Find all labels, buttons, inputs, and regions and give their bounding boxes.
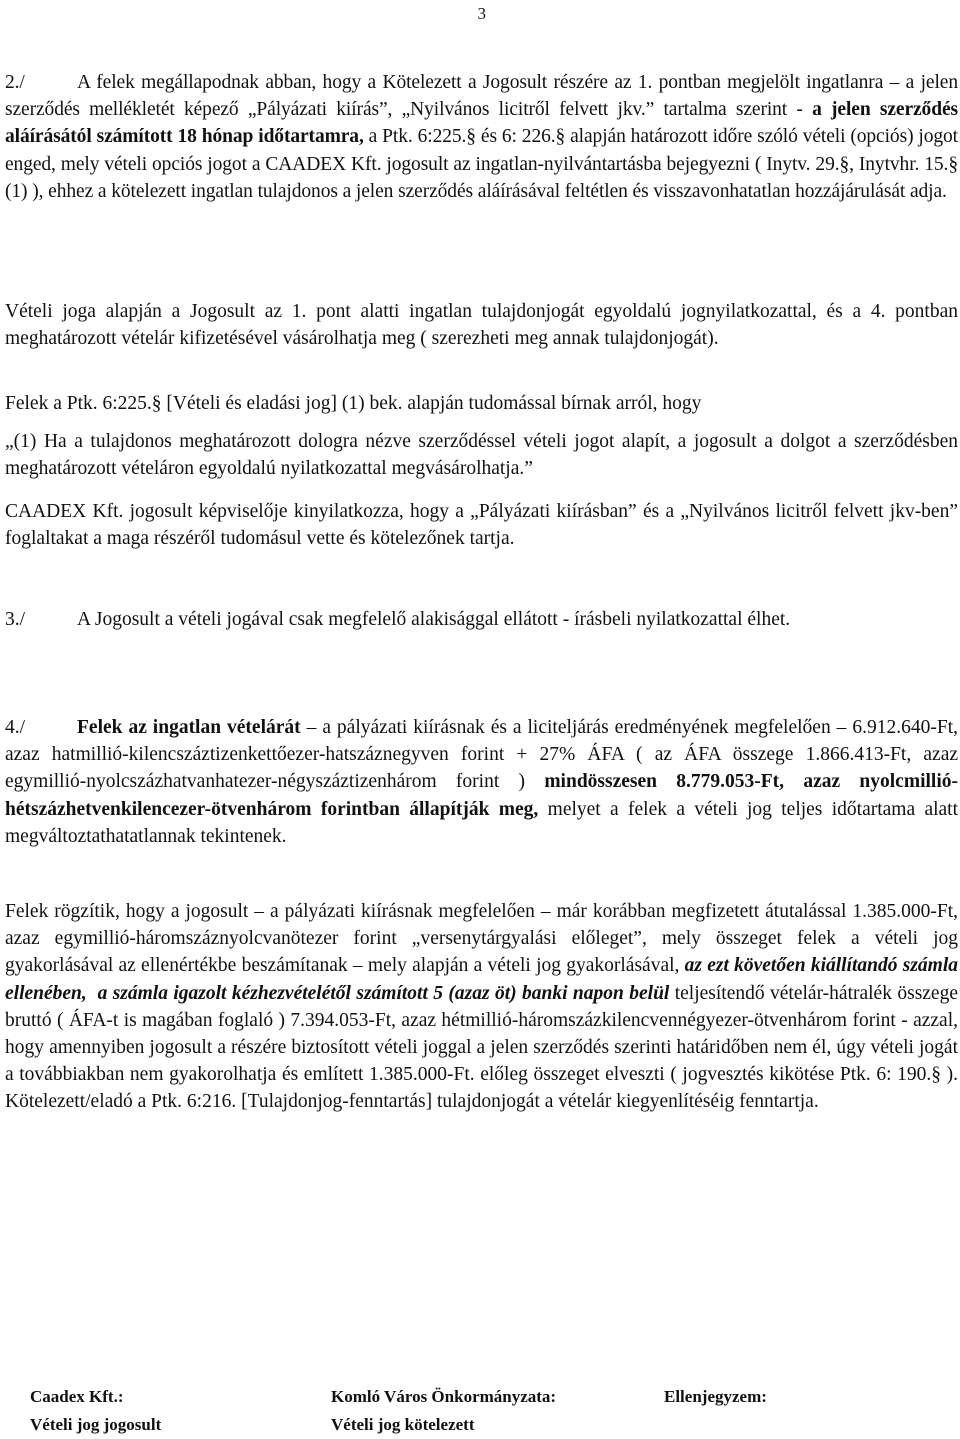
section4-emphasis-2c: a számla igazolt kézhezvételétől számított 5 (azaz öt) banki napon belül [97, 982, 670, 1004]
section2-paragraph5: CAADEX Kft. jogosult képviselője kinyilatkozza, hogy a „Pályázati kiírásban” és a „Nyilvános licitről felvett jkv-ben” foglaltakat a maga részéről tudomásul vette és kötelezőnek tartja. [5, 501, 958, 550]
section2-paragraph2: Vételi joga alapján a Jogosult az 1. pont alatti ingatlan tulajdonjogát egyoldalú jognyilatkozattal, és a 4. pontban meghatározott vételár kifizetésével vásárolhatja meg ( szerezheti meg annak tulajdonjogát). [5, 301, 958, 350]
page-number: 3 [477, 4, 486, 23]
section4-text-2a: Felek rögzítik, hogy a jogosult – a pályázati kiírásnak megfelelően – már korábban megfizetett átutalással 1.385.000-Ft, azaz egymillió-háromszáznyolcvanötezer forint „versenytárgyalási előleget”, mely összeget felek a vételi jog gyakorlásával az ellenértékbe beszámítanak – mely alapján a vételi jog gyakorlásával, [5, 901, 958, 977]
section2-emphasis: a jelen szerződés aláírásától számított 18 hónap időtartamra, [5, 99, 958, 148]
section4-emphasis-2b: az ezt követően kiállítandó számla ellenében, [5, 955, 958, 1004]
section2-text-c: a Ptk. 6:225.§ és 6: 226.§ alapján határozott időre szóló vételi (opciós) jogot enged, mely vételi opciós jogot a CAADEX Kft. jogosult az ingatlan-nyilvántartásba bejegyezni ( Inytv. 29.§, Inytvhr. 15.§ (1) ), ehhez a kötelezett ingatlan tulajdonos a jelen szerződés aláírásával feltétlen és visszavonhatatlan hozzájárulását adja. [5, 126, 958, 202]
countersign-label: Ellenjegyzem: [664, 1387, 767, 1406]
section-number: 2./ [5, 72, 25, 93]
section2-paragraph1 [5, 69, 958, 205]
section4-paragraph2 [5, 898, 958, 1116]
signature-role: Vételi jog jogosult [30, 1415, 162, 1434]
section2-text-a: A felek megállapodnak abban, hogy a Kötelezett a Jogosult részére az 1. pontban megjelölt ingatlanra – a jelen szerződés mellékletét képező „Pályázati kiírás”, „Nyilvános licitről felvett jkv.” tartalma szerint - [5, 72, 958, 121]
signature-column-ellenjegyzes [664, 1383, 767, 1411]
section-number: 4./ [5, 717, 26, 738]
section3-text: A Jogosult a vételi jogával csak megfelelő alakisággal ellátott - írásbeli nyilatkozattal élhet. [77, 609, 791, 630]
section4-text-2d: teljesítendő vételár-hátralék összege bruttó ( ÁFA-t is magában foglaló ) 7.394.053-Ft, azaz hétmillió-háromszázkilencvennégyezer-ötvenhárom forint - azzal, hogy amennyiben jogosult a részére biztosított vételi joggal a jelen szerződés szerinti határidőben nem él, úgy vételi jogát a továbbiakban nem gyakorolhatja és említett 1.385.000-Ft. előleg összeget elveszti ( jogvesztés kikötése Ptk. 6: 190.§ ). Kötelezett/eladó a Ptk. 6:216. [Tulajdonjog-fenntartás] tulajdonjogát a vételár kiegyenlítéséig fenntartja. [5, 982, 958, 1113]
section-number: 3./ [5, 609, 26, 630]
signature-role: Vételi jog kötelezett [331, 1415, 475, 1434]
section4-emphasis-c: mindösszesen 8.779.053-Ft, azaz nyolcmillió-hétszázhetvenkilencezer-ötvenhárom forintban állapítják meg, [5, 771, 958, 820]
signature-column-jogosult [30, 1383, 161, 1439]
section2-quote: „(1) Ha a tulajdonos meghatározott dologra nézve szerződéssel vételi jogot alapít, a jogosult a dolgot a szerződésben meghatározott vételáron egyoldalú nyilatkozattal megvásárolhatja.” [5, 431, 958, 480]
signature-party: Caadex Kft.: [30, 1387, 124, 1406]
signature-party: Komló Város Önkormányzata: [331, 1387, 557, 1406]
section3-paragraph [5, 606, 958, 633]
section4-emphasis-a: Felek az ingatlan vételárát [77, 717, 301, 738]
section4-text-d: melyet a felek a vételi jog teljes időtartama alatt megváltoztathatatlannak tekintenek. [5, 798, 959, 847]
section2-paragraph3: Felek a Ptk. 6:225.§ [Vételi és eladási jog] (1) bek. alapján tudomással bírnak arról, hogy [5, 393, 702, 414]
signature-column-kotelezett [331, 1383, 556, 1439]
section4-text-b: – a pályázati kiírásnak és a liciteljárás eredményének megfelelően – 6.912.640-Ft, azaz hatmillió-kilencszáztizenkettőezer-hatszáznegyven forint + 27% ÁFA ( az ÁFA összege 1.866.413-Ft, azaz egymillió-nyolcszázhatvanhatezer-négyszáztizenhárom forint ) [5, 717, 958, 793]
section4-paragraph1 [5, 714, 958, 850]
